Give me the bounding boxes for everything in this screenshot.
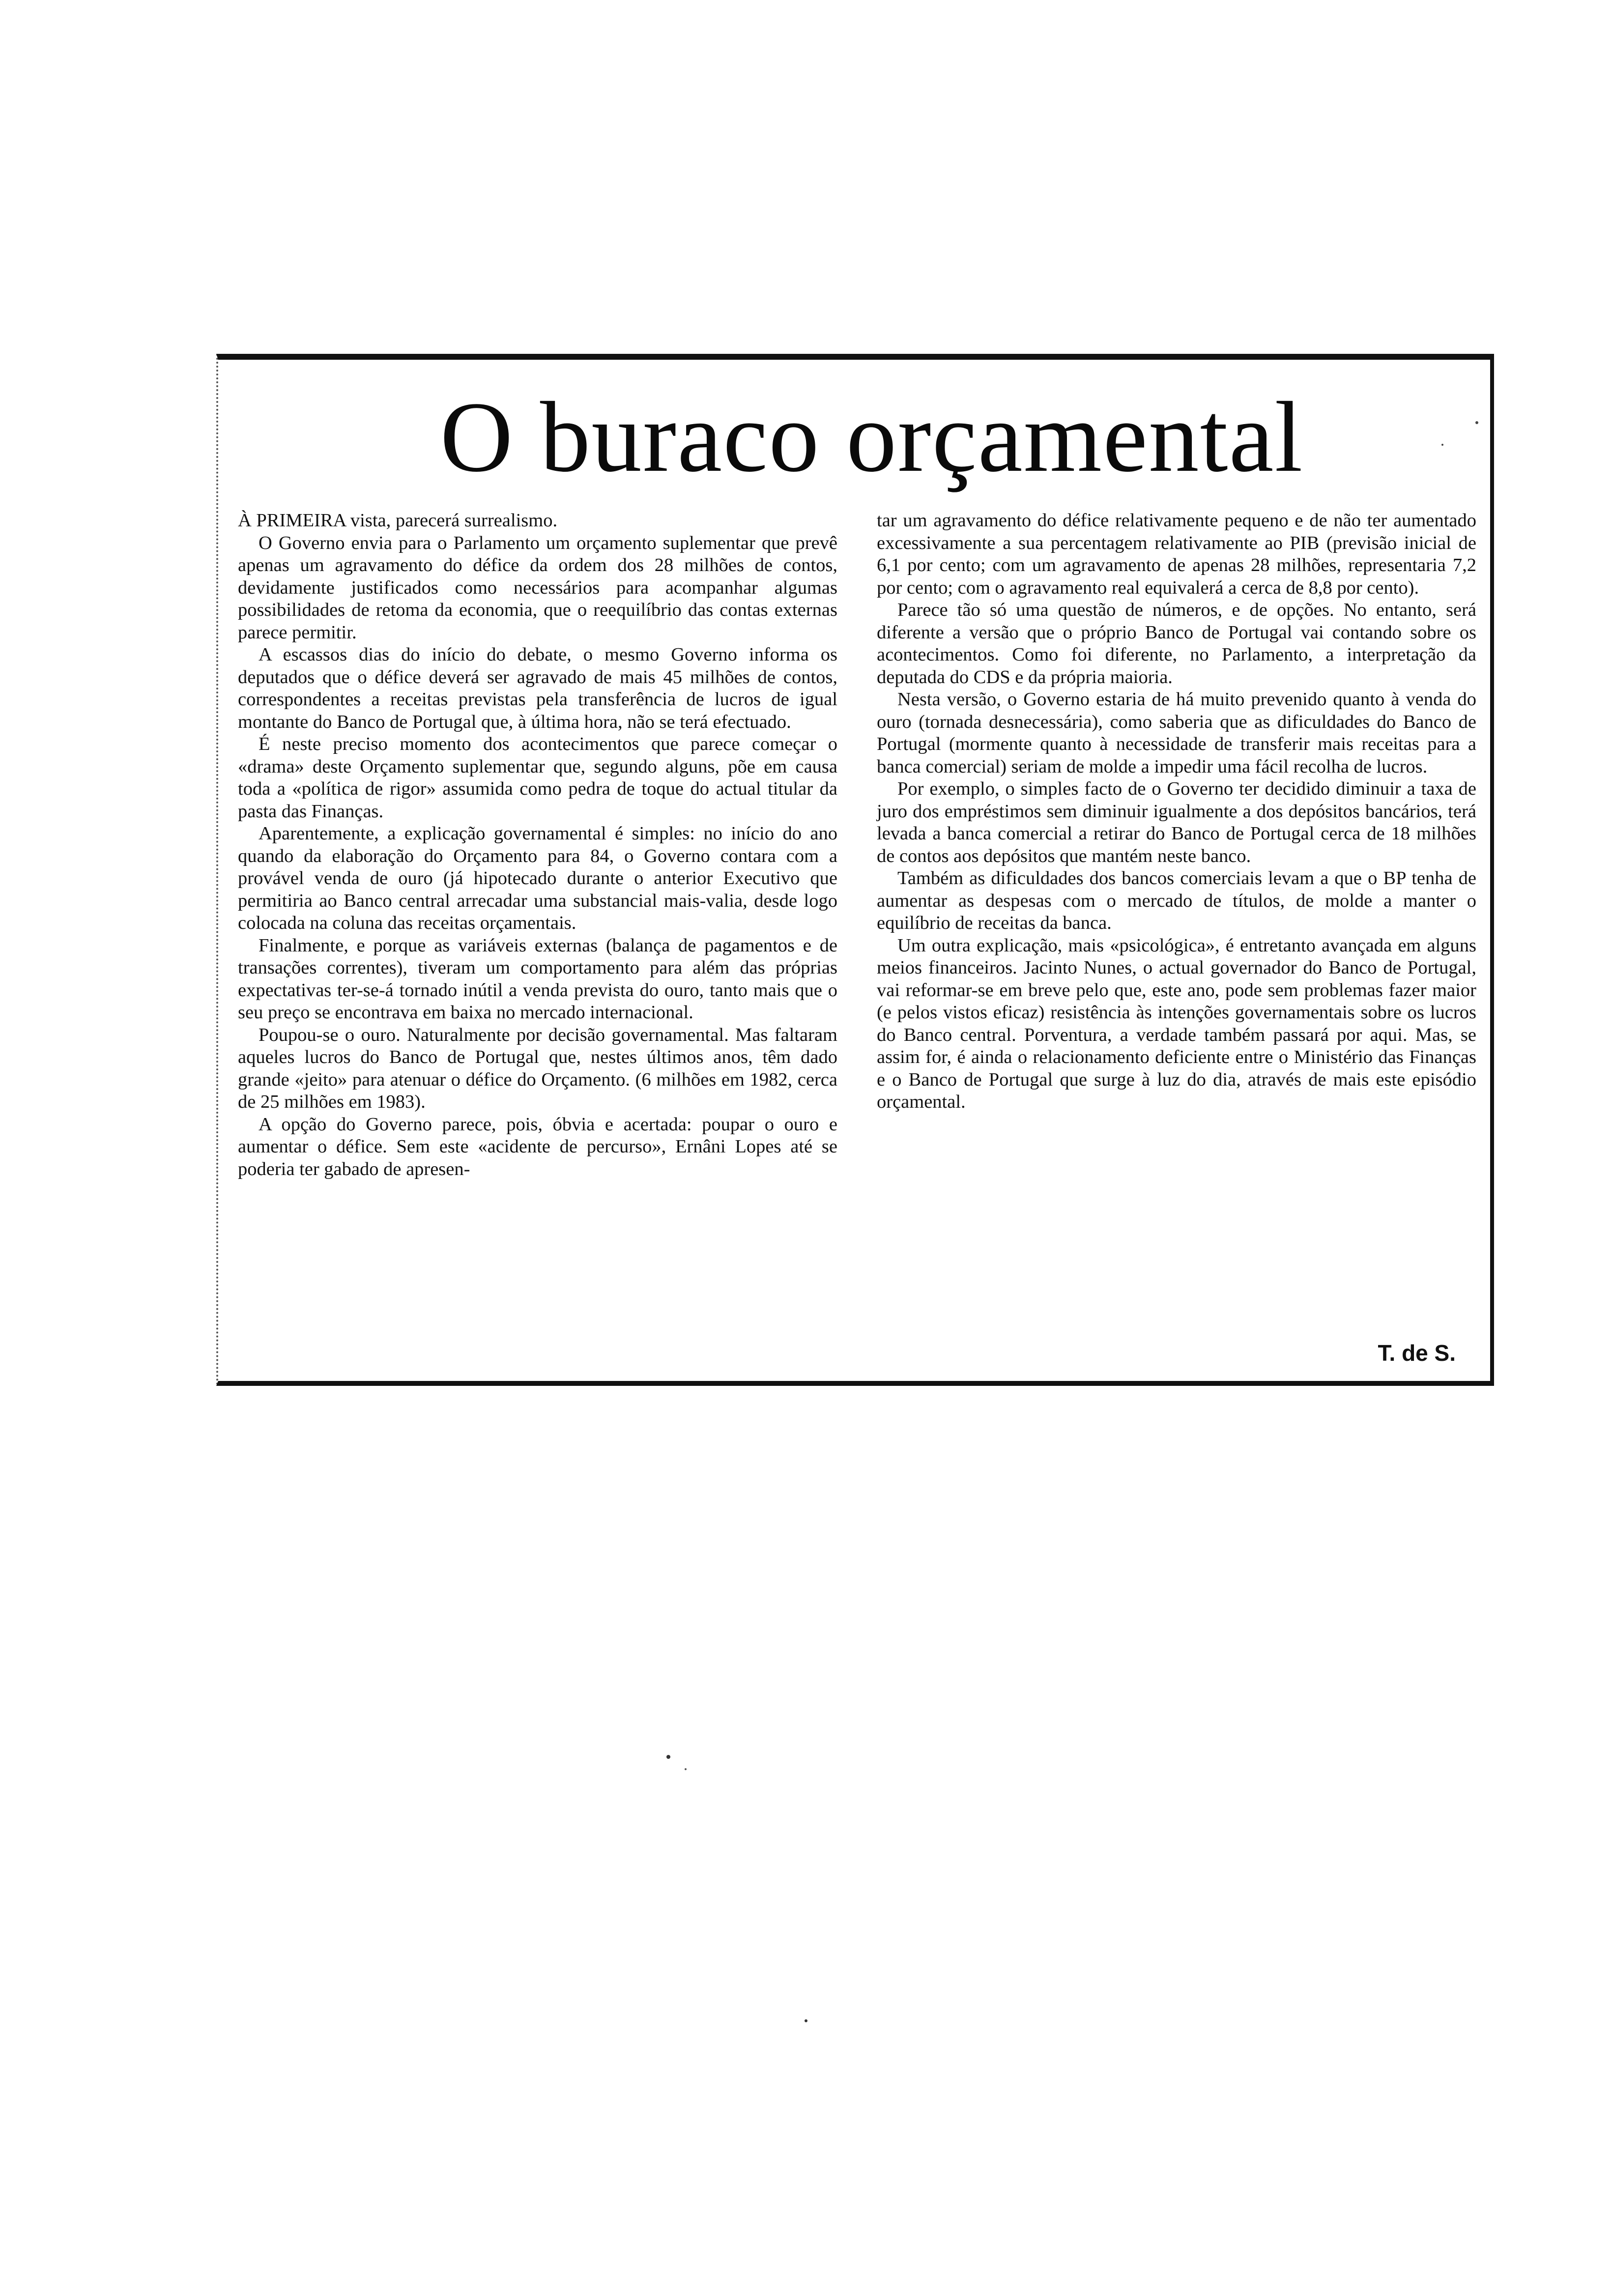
paragraph: Nesta versão, o Governo estaria de há muito prevenido quanto à venda do ouro (tornada desnecessária), como saberia que as dificuldades do Banco de Portugal (mormente quanto à necessidade de transferir mais receitas para a banca comercial) seriam de molde a impedir uma fácil recolha de lucros. [877, 689, 1476, 777]
paragraph: É neste preciso momento dos acontecimentos que parece começar o «drama» deste Orçamento suplementar que, segundo alguns, põe em causa toda a «política de rigor» assumida como pedra de toque do actual titular da pasta das Finanças. [238, 734, 837, 822]
paragraph: O Governo envia para o Parlamento um orçamento suplementar que prevê apenas um agravamento do défice da ordem dos 28 milhões de contos, devidamente justificados como necessários para acompanhar algumas possibilidades de retoma da economia, que o reequilíbrio das contas externas parece permitir. [238, 532, 837, 643]
paragraph: Poupou-se o ouro. Naturalmente por decisão governamental. Mas faltaram aqueles lucros do Banco de Portugal que, nestes últimos anos, têm dado grande «jeito» para atenuar o défice do Orçamento. (6 milhões em 1982, cerca de 25 milhões em 1983). [238, 1024, 837, 1112]
paragraph: Também as dificuldades dos bancos comerciais levam a que o BP tenha de aumentar as despesas com o mercado de títulos, de molde a manter o equilíbrio de receitas da banca. [877, 868, 1476, 933]
article-body [238, 510, 1476, 1180]
paragraph: tar um agravamento do défice relativamente pequeno e de não ter aumentado excessivamente a sua percentagem relativamente ao PIB (previsão inicial de 6,1 por cento; com um agravamento de apenas 28 milhões, representaria 7,2 por cento; com o agravamento real equivalerá a cerca de 8,8 por cento). [877, 510, 1476, 598]
author-byline: T. de S. [1378, 1340, 1456, 1366]
newspaper-clipping [216, 354, 1494, 1386]
paragraph: A opção do Governo parece, pois, óbvia e acertada: poupar o ouro e aumentar o défice. Sem este «acidente de percurso», Ernâni Lopes até se poderia ter gabado de apresen- [238, 1114, 837, 1179]
right-column [877, 510, 1476, 1180]
paragraph: A escassos dias do início do debate, o mesmo Governo informa os deputados que o défice deverá ser agravado de mais 45 milhões de contos, correspondentes a receitas previstas pela transferência de lucros de igual montante do Banco de Portugal que, à última hora, não se terá efectuado. [238, 644, 837, 732]
paragraph: Um outra explicação, mais «psicológica», é entretanto avançada em alguns meios financeiros. Jacinto Nunes, o actual governador do Banco de Portugal, vai reformar-se em breve pelo que, este ano, pode sem problemas fazer maior (e pelos vistos eficaz) resistência às intenções governamentais sobre os lucros do Banco central. Porventura, a verdade também passará por aqui. Mas, se assim for, é ainda o relacionamento deficiente entre o Ministério das Finanças e o Banco de Portugal que surge à luz do dia, através de mais este episódio orçamental. [877, 935, 1476, 1112]
paragraph: Aparentemente, a explicação governamental é simples: no início do ano quando da elaboração do Orçamento para 84, o Governo contara com a provável venda de ouro (já hipotecado durante o anterior Executivo que permitiria ao Banco central arrecadar uma substancial mais-valia, desde logo colocada na coluna das receitas orçamentais. [238, 823, 837, 933]
paragraph: À PRIMEIRA vista, parecerá surrealismo. [238, 510, 558, 531]
paragraph: Por exemplo, o simples facto de o Governo ter decidido diminuir a taxa de juro dos empréstimos sem diminuir igualmente a dos depósitos bancários, terá levada a banca comercial a retirar do Banco de Portugal cerca de 18 milhões de contos aos depósitos que mantém neste banco. [877, 778, 1476, 866]
paragraph: Finalmente, e porque as variáveis externas (balança de pagamentos e de transações correntes), tiveram um comportamento para além das próprias expectativas ter-se-á tornado inútil a venda prevista do ouro, tanto mais que o seu preço se encontrava em baixa no mercado internacional. [238, 935, 837, 1023]
paragraph: Parece tão só uma questão de números, e de opções. No entanto, será diferente a versão que o próprio Banco de Portugal vai contando sobre os acontecimentos. Como foi diferente, no Parlamento, a interpretação da deputada do CDS e da própria maioria. [877, 600, 1476, 688]
article-headline: O buraco orçamental [440, 381, 1304, 493]
left-column [238, 510, 837, 1180]
